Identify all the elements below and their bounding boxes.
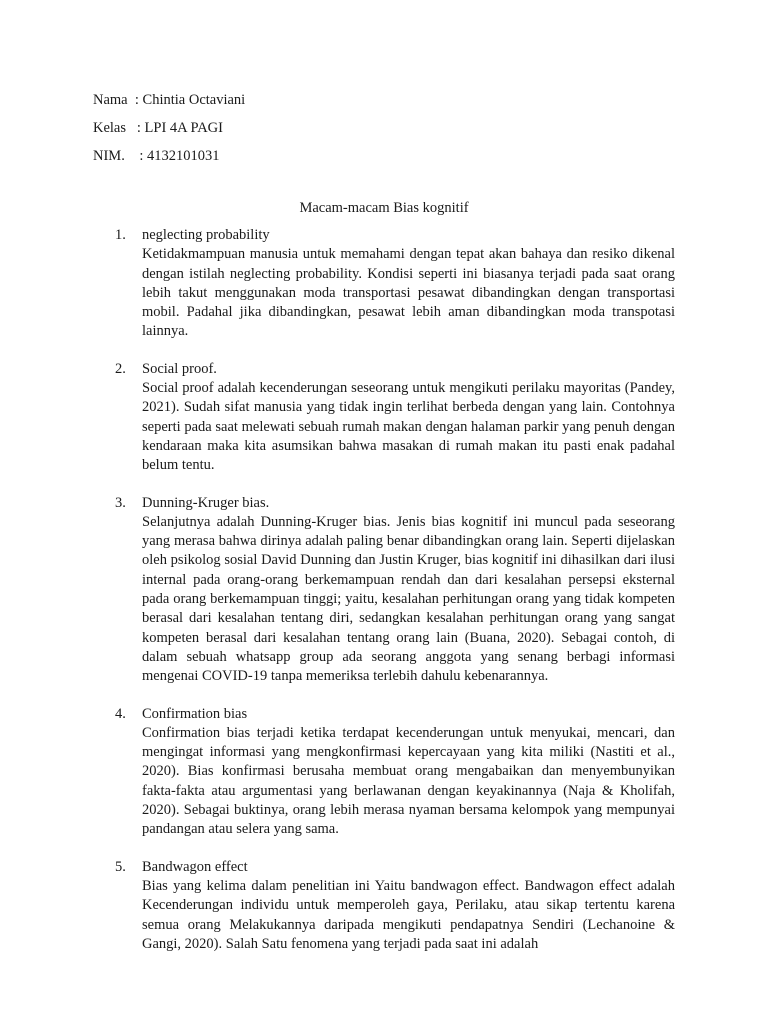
nim-line: NIM. : 4132101031 [93,148,220,164]
name-line: Nama : Chintia Octaviani [93,92,246,108]
list-item [115,858,675,954]
item-number: 4. [115,705,126,722]
item-heading: Social proof. [142,360,217,377]
item-heading: Bandwagon effect [142,858,248,875]
document-title: Macam-macam Bias kognitif [299,200,469,216]
item-number: 3. [115,494,126,511]
item-heading: neglecting probability [142,227,270,243]
list-item [115,494,675,687]
item-body: Bias yang kelima dalam penelitian ini Yaitu bandwagon effect. Bandwagon effect adalah Kecenderungan individu untuk memperoleh gaya, Perilaku, atau sikap tertentu karena semua orang Melakukannya daripada mengikuti pendapatnya Sendiri (Lechanoine & Gangi, 2020). Salah Satu fenomena yang terjadi pada saat ini adalah [142,877,675,952]
student-info [93,86,245,170]
item-heading: Confirmation bias [142,705,248,722]
item-body: Selanjutnya adalah Dunning-Kruger bias. Jenis bias kognitif ini muncul pada seseorang yang merasa bahwa dirinya adalah paling benar dibandingkan orang lain. Seperti dijelaskan oleh psikolog sosial David Dunning dan Justin Kruger, bias kognitif ini dihasilkan dari ilusi internal pada orang-orang berkemampuan rendah dan dari kesalahan persepsi eksternal pada orang berkemampuan tinggi; yaitu, kesalahan perhitungan orang yang tidak kompeten berasal dari kesalahan tentang diri, sedangkan kesalahan perhitungan orang yang sangat kompeten berasal dari kesalahan tentang orang lain (Buana, 2020). Sebagai contoh, di dalam sebuah whatsapp group ada seorang anggota yang senang berbagi informasi mengenai COVID-19 tanpa memeriksa terlebih dahulu kebenarannya. [142,513,675,685]
item-body: Confirmation bias terjadi ketika terdapat kecenderungan untuk menyukai, mencari, dan mengingat informasi yang mengkonfirmasi kepercayaan yang kita miliki (Nastiti et al., 2020). Bias konfirmasi berusaha membuat orang mengabaikan dan menyembunyikan fakta-fakta atau argumentasi yang berlawanan dengan keyakinannya (Naja & Kholifah, 2020). Sebagai buktinya, orang lebih merasa nyaman bersama kelompok yang mempunyai pandangan atau selera yang sama. [142,724,675,838]
list-item [115,360,675,476]
item-heading: Dunning-Kruger bias. [142,494,270,511]
list-item [115,226,675,342]
bias-list [115,226,675,972]
class-line: Kelas : LPI 4A PAGI [93,120,223,136]
item-body: Social proof adalah kecenderungan seseorang untuk mengikuti perilaku mayoritas (Pandey, 2021). Sudah sifat manusia yang tidak ingin terlihat berbeda dengan yang lain. Contohnya seperti pada saat melewati sebuah rumah makan dengan halaman parkir yang penuh dengan kendaraan maka kita asumsikan bahwa masakan di rumah makan itu pasti enak padahal belum tentu. [142,380,675,474]
item-body: Ketidakmampuan manusia untuk memahami dengan tepat akan bahaya dan resiko dikenal dengan istilah neglecting probability. Kondisi seperti ini biasanya terjadi pada saat orang lebih takut menggunakan moda transportasi pesawat dibandingkan dengan transportasi mobil. Padahal jika dibandingkan, pesawat lebih aman dibandingkan moda transpotasi lainnya. [142,246,675,340]
item-number: 1. [115,227,126,243]
item-number: 2. [115,360,126,377]
list-item [115,705,675,840]
item-number: 5. [115,858,126,875]
